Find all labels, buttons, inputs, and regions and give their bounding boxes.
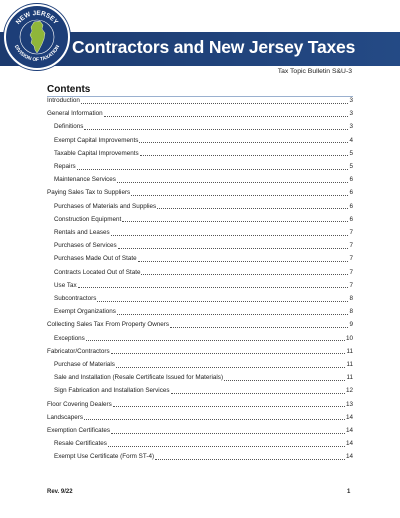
toc-entry-label: Fabricator/Contractors	[47, 347, 110, 355]
toc-entry[interactable]	[54, 359, 353, 369]
toc-entry[interactable]	[47, 319, 353, 329]
toc-dot-leader	[116, 367, 346, 368]
toc-entry-page: 11	[346, 347, 353, 355]
toc-entry-label: Exceptions	[54, 334, 85, 342]
toc-entry[interactable]	[47, 187, 353, 197]
toc-entry-label: General Information	[47, 110, 103, 118]
toc-entry-label: Landscapers	[47, 413, 84, 421]
toc-dot-leader	[97, 301, 348, 302]
toc-dot-leader	[104, 116, 349, 117]
toc-dot-leader	[111, 353, 346, 354]
toc-entry-page: 11	[346, 361, 353, 368]
toc-entry[interactable]	[47, 425, 353, 435]
toc-entry-page: 5	[349, 149, 353, 157]
toc-entry[interactable]	[54, 227, 353, 237]
toc-entry-page: 8	[349, 295, 353, 302]
toc-dot-leader	[131, 195, 348, 196]
toc-entry[interactable]	[54, 253, 353, 263]
toc-entry[interactable]	[54, 438, 353, 448]
toc-entry-label: Floor Covering Dealers	[47, 400, 112, 408]
toc-entry-page: 8	[349, 308, 353, 316]
toc-entry[interactable]	[54, 385, 353, 395]
toc-entry-page: 14	[345, 453, 353, 461]
toc-entry-page: 14	[345, 413, 353, 421]
toc-entry[interactable]	[47, 346, 353, 356]
toc-entry-page: 3	[349, 97, 353, 104]
toc-entry-page: 6	[349, 202, 353, 210]
toc-entry-label: Exempt Capital Improvements	[54, 136, 139, 144]
toc-entry[interactable]	[54, 148, 353, 158]
toc-entry-label: Taxable Capital Improvements	[54, 149, 139, 157]
toc-entry-page: 10	[345, 334, 353, 342]
toc-dot-leader	[84, 419, 345, 420]
toc-dot-leader	[170, 327, 348, 328]
toc-entry[interactable]	[47, 108, 353, 118]
toc-entry-page: 3	[349, 110, 353, 118]
toc-entry-page: 11	[346, 374, 353, 382]
toc-dot-leader	[140, 155, 349, 156]
toc-entry-page: 7	[349, 281, 353, 289]
toc-dot-leader	[108, 446, 345, 447]
toc-entry-page: 6	[349, 215, 353, 223]
toc-entry-label: Use Tax	[54, 281, 77, 289]
document-title: Contractors and New Jersey Taxes	[72, 37, 356, 57]
toc-entry[interactable]	[54, 333, 353, 343]
toc-entry[interactable]	[47, 95, 353, 105]
toc-dot-leader	[84, 129, 348, 130]
toc-entry-page: 6	[349, 176, 353, 184]
toc-dot-leader	[78, 287, 349, 288]
revision-label: Rev. 9/22	[47, 489, 73, 495]
toc-entry-page: 14	[345, 427, 353, 434]
toc-entry-label: Exempt Use Certificate (Form ST-4)	[54, 453, 155, 461]
toc-dot-leader	[122, 221, 348, 222]
bulletin-subtitle: Tax Topic Bulletin S&U-3	[277, 68, 352, 75]
seal-text-bottom: DIVISION OF TAXATION	[12, 44, 62, 64]
toc-entry-page: 13	[345, 400, 353, 408]
page-number: 1	[347, 489, 351, 495]
toc-dot-leader	[118, 248, 349, 249]
toc-dot-leader	[155, 459, 345, 460]
toc-entry-page: 14	[345, 440, 353, 448]
toc-entry-label: Exempt Organizations	[54, 308, 116, 316]
toc-entry[interactable]	[47, 412, 353, 422]
toc-dot-leader	[86, 340, 345, 341]
toc-entry[interactable]	[54, 161, 353, 171]
toc-entry-label: Subcontractors	[54, 295, 97, 302]
toc-entry[interactable]	[54, 280, 353, 290]
toc-entry-page: 7	[349, 255, 353, 263]
toc-entry[interactable]	[54, 214, 353, 224]
toc-dot-leader	[111, 433, 345, 434]
toc-entry-page: 4	[349, 136, 353, 144]
toc-entry-label: Collecting Sales Tax From Property Owners	[47, 321, 170, 329]
nj-division-of-taxation-seal	[4, 4, 70, 70]
toc-dot-leader	[139, 142, 348, 143]
toc-entry-label: Sale and Installation (Resale Certificate Issued for Materials)	[54, 374, 224, 382]
toc-entry-label: Construction Equipment	[54, 215, 122, 223]
toc-entry[interactable]	[54, 372, 353, 382]
toc-entry-label: Paying Sales Tax to Suppliers	[47, 189, 131, 197]
toc-dot-leader	[141, 274, 348, 275]
toc-dot-leader	[77, 169, 349, 170]
toc-entry-label: Sign Fabrication and Installation Services	[54, 387, 170, 395]
toc-entry[interactable]	[54, 240, 353, 250]
toc-entry[interactable]	[54, 451, 353, 461]
toc-entry-label: Exemption Certificates	[47, 427, 110, 434]
toc-entry[interactable]	[54, 135, 353, 145]
toc-dot-leader	[157, 208, 348, 209]
toc-entry-page: 5	[349, 163, 353, 170]
contents-heading: Contents	[47, 84, 91, 95]
toc-entry-label: Resale Certificates	[54, 440, 107, 448]
toc-entry[interactable]	[54, 121, 353, 131]
toc-dot-leader	[81, 103, 349, 104]
toc-entry-label: Repairs	[54, 163, 76, 170]
toc-dot-leader	[111, 235, 349, 236]
toc-dot-leader	[224, 380, 345, 381]
toc-entry-page: 7	[349, 242, 353, 250]
toc-entry-label: Contracts Located Out of State	[54, 268, 141, 276]
toc-entry-label: Purchase of Materials	[54, 361, 115, 368]
toc-entry-label: Maintenance Services	[54, 176, 116, 184]
toc-dot-leader	[138, 261, 349, 262]
toc-entry-label: Purchases of Services	[54, 242, 117, 250]
toc-entry-label: Introduction	[47, 97, 80, 104]
toc-entry-page: 12	[345, 387, 353, 395]
toc-entry-label: Purchases of Materials and Supplies	[54, 202, 157, 210]
toc-entry-label: Rentals and Leases	[54, 229, 110, 236]
toc-entry-page: 6	[349, 189, 353, 197]
toc-entry-label: Definitions	[54, 123, 84, 131]
toc-entry-page: 7	[349, 229, 353, 236]
toc-entry-label: Purchases Made Out of State	[54, 255, 137, 263]
toc-entry[interactable]	[54, 174, 353, 184]
toc-entry-page: 9	[349, 321, 353, 329]
toc-entry-page: 3	[349, 123, 353, 131]
toc-entry-page: 7	[349, 268, 353, 276]
seal-text-top: NEW JERSEY	[14, 9, 60, 26]
toc-entry[interactable]	[47, 399, 353, 409]
toc-dot-leader	[117, 314, 349, 315]
toc-entry[interactable]	[54, 267, 353, 277]
toc-entry[interactable]	[54, 306, 353, 316]
toc-entry[interactable]	[54, 201, 353, 211]
toc-dot-leader	[113, 406, 345, 407]
toc-dot-leader	[117, 182, 349, 183]
toc-dot-leader	[171, 393, 345, 394]
toc-entry[interactable]	[54, 293, 353, 303]
